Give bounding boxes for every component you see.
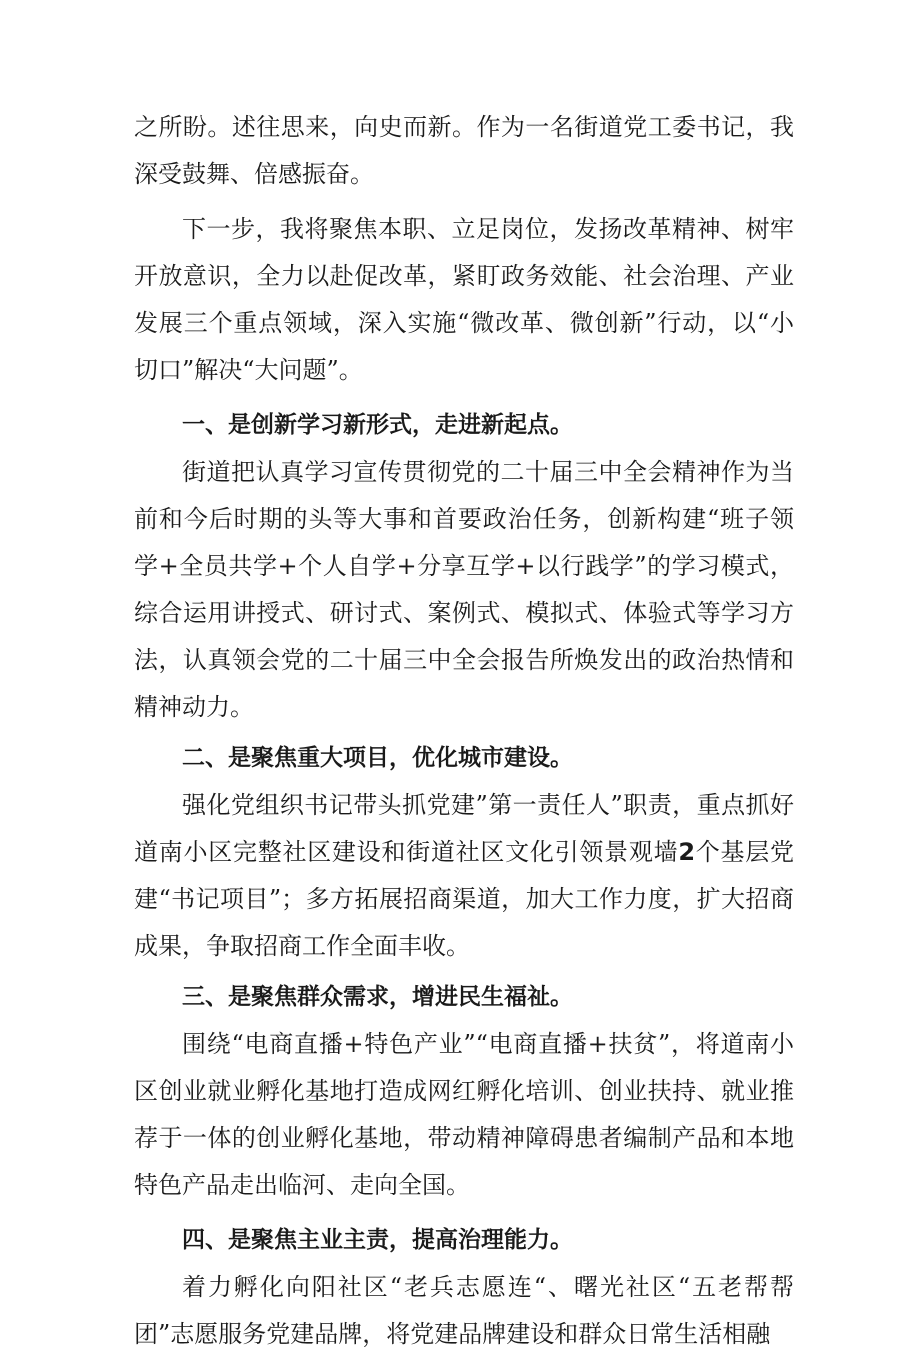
section-1-body: 街道把认真学习宣传贯彻党的二十届三中全会精神作为当前和今后时期的头等大事和首要政治任务，创新构建“班子领学+全员共学+个人自学+分享互学+以行践学”的学习模式，综合运用讲授式、研讨式、案例式、模拟式、体验式等学习方法，认真领会党的二十届三中全会报告所焕发出的政治热情和精神动力。 [134, 458, 794, 721]
section-3-body: 围绕“电商直播+特色产业”“电商直播+扶贫”，将道南小区创业就业孵化基地打造成网红孵化培训、创业扶持、就业推荐于一体的创业孵化基地，带动精神障碍患者编制产品和本地特色产品走出临河、走向全国。 [134, 1030, 794, 1199]
intro-continuation-paragraph: 之所盼。述往思来，向史而新。作为一名街道党工委书记，我深受鼓舞、倍感振奋。 [134, 113, 794, 188]
section-2-body [134, 782, 794, 970]
document-body [134, 104, 794, 1358]
section-4-body: 着力孵化向阳社区“老兵志愿连“、曙光社区“五老帮帮团”志愿服务党建品牌，将党建品牌建设和群众日常生活相融 [134, 1273, 794, 1348]
section-2-body-part2: 个基层党建“书记项目”；多方拓展招商渠道，加大工作力度，扩大招商成果，争取招商工作全面丰收。 [134, 838, 794, 960]
section-2-heading: 二、是聚焦重大项目，优化城市建设。 [182, 745, 573, 771]
next-step-paragraph: 下一步，我将聚焦本职、立足岗位，发扬改革精神、树牢开放意识，全力以赴促改革，紧盯政务效能、社会治理、产业发展三个重点领域，深入实施“微改革、微创新”行动，以“小切口”解决“大问题”。 [134, 215, 794, 384]
section-3-heading: 三、是聚焦群众需求，增进民生福祉。 [182, 984, 573, 1010]
section-2-body-part1: 强化党组织书记带头抓党建”第一责任人”职责，重点抓好道南小区完整社区建设和街道社区文化引领景观墙 [134, 791, 794, 866]
section-4-heading: 四、是聚焦主业主责，提高治理能力。 [182, 1227, 573, 1253]
section-2-project-count: 2 [678, 838, 696, 866]
section-1-heading: 一、是创新学习新形式，走进新起点。 [182, 412, 573, 438]
